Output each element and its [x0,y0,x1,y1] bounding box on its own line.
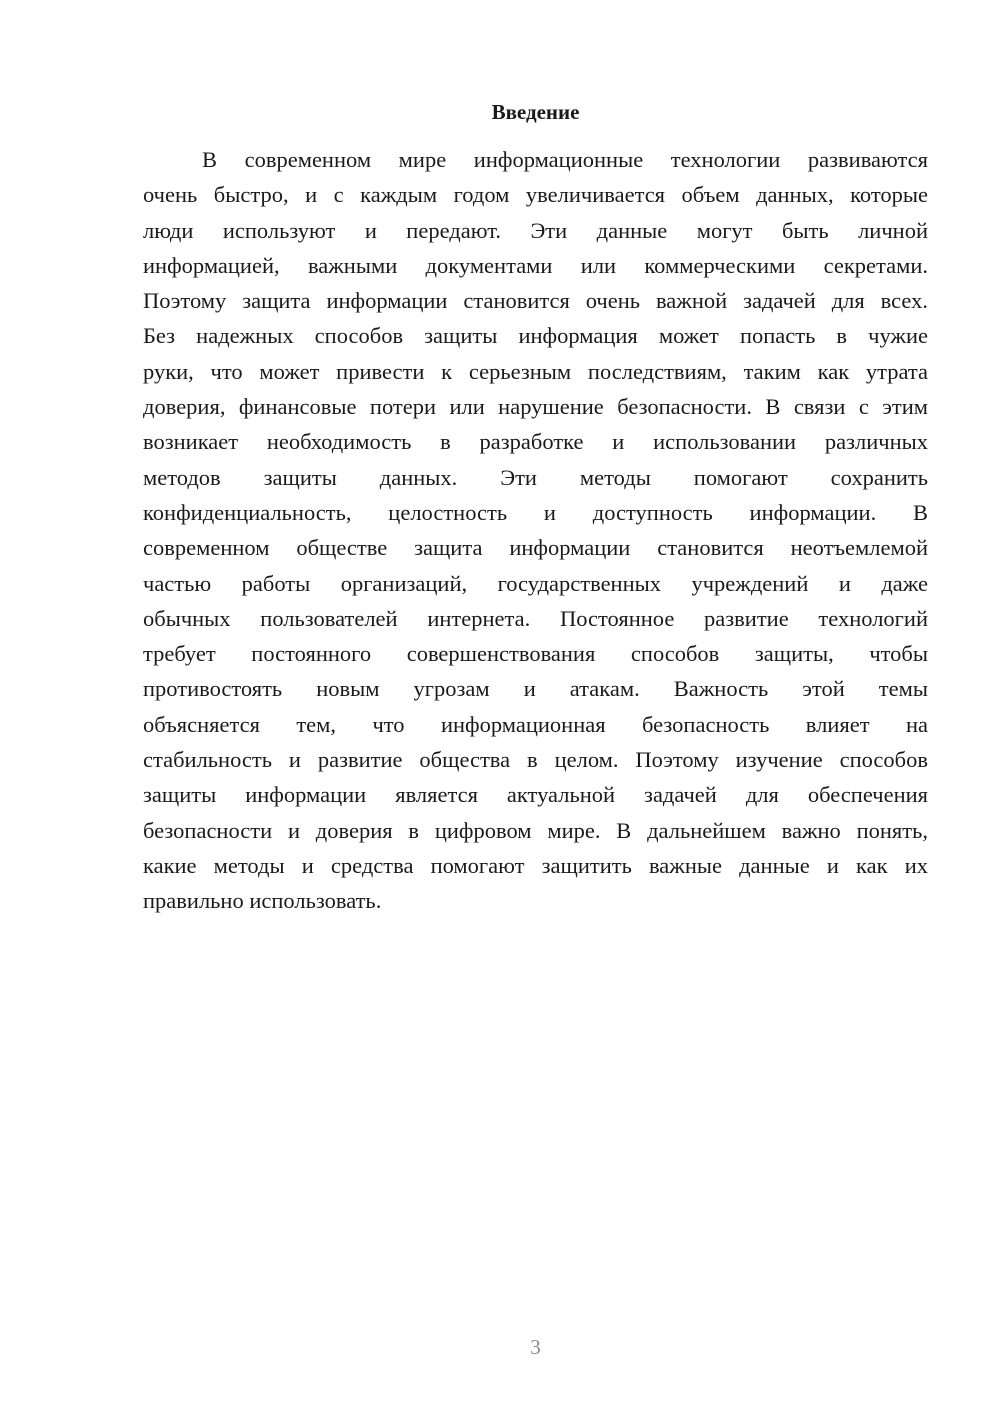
paragraph-line: правильно использовать. [143,888,382,914]
paragraph-line: возникает необходимость в разработке и использовании различных [143,429,928,455]
paragraph-line: обычных пользователей интернета. Постоянное развитие технологий [143,605,928,631]
paragraph-line: конфиденциальность, целостность и доступность информации. В [143,499,928,525]
paragraph-line: информацией, важными документами или коммерческими секретами. [143,252,928,278]
section-title: Введение [491,100,580,124]
paragraph-line: доверия, финансовые потери или нарушение безопасности. В связи с этим [143,394,928,420]
paragraph-line: объясняется тем, что информационная безопасность влияет на [143,711,928,737]
paragraph-line: люди используют и передают. Эти данные могут быть личной [143,217,928,243]
body-paragraph [143,142,928,919]
paragraph-line: руки, что может привести к серьезным последствиям, таким как утрата [143,358,928,384]
paragraph-line: частью работы организаций, государственных учреждений и даже [143,570,928,596]
paragraph-line: безопасности и доверия в цифровом мире. В дальнейшем важно понять, [143,817,928,843]
paragraph-line: современном обществе защита информации становится неотъемлемой [143,535,928,561]
paragraph-line: стабильность и развитие общества в целом. Поэтому изучение способов [143,747,928,773]
paragraph-line: очень быстро, и с каждым годом увеличивается объем данных, которые [143,182,928,208]
paragraph-line: Поэтому защита информации становится очень важной задачей для всех. [143,288,928,314]
paragraph-line: В современном мире информационные технологии развиваются [202,147,928,172]
paragraph-line: защиты информации является актуальной задачей для обеспечения [143,782,928,808]
paragraph-line: методов защиты данных. Эти методы помогают сохранить [143,464,928,490]
paragraph-line: требует постоянного совершенствования способов защиты, чтобы [143,641,928,667]
paragraph-line: противостоять новым угрозам и атакам. Важность этой темы [143,676,928,702]
paragraph-line: какие методы и средства помогают защитить важные данные и как их [143,852,928,878]
page-number: 3 [530,1335,541,1359]
paragraph-line: Без надежных способов защиты информация может попасть в чужие [143,323,928,349]
